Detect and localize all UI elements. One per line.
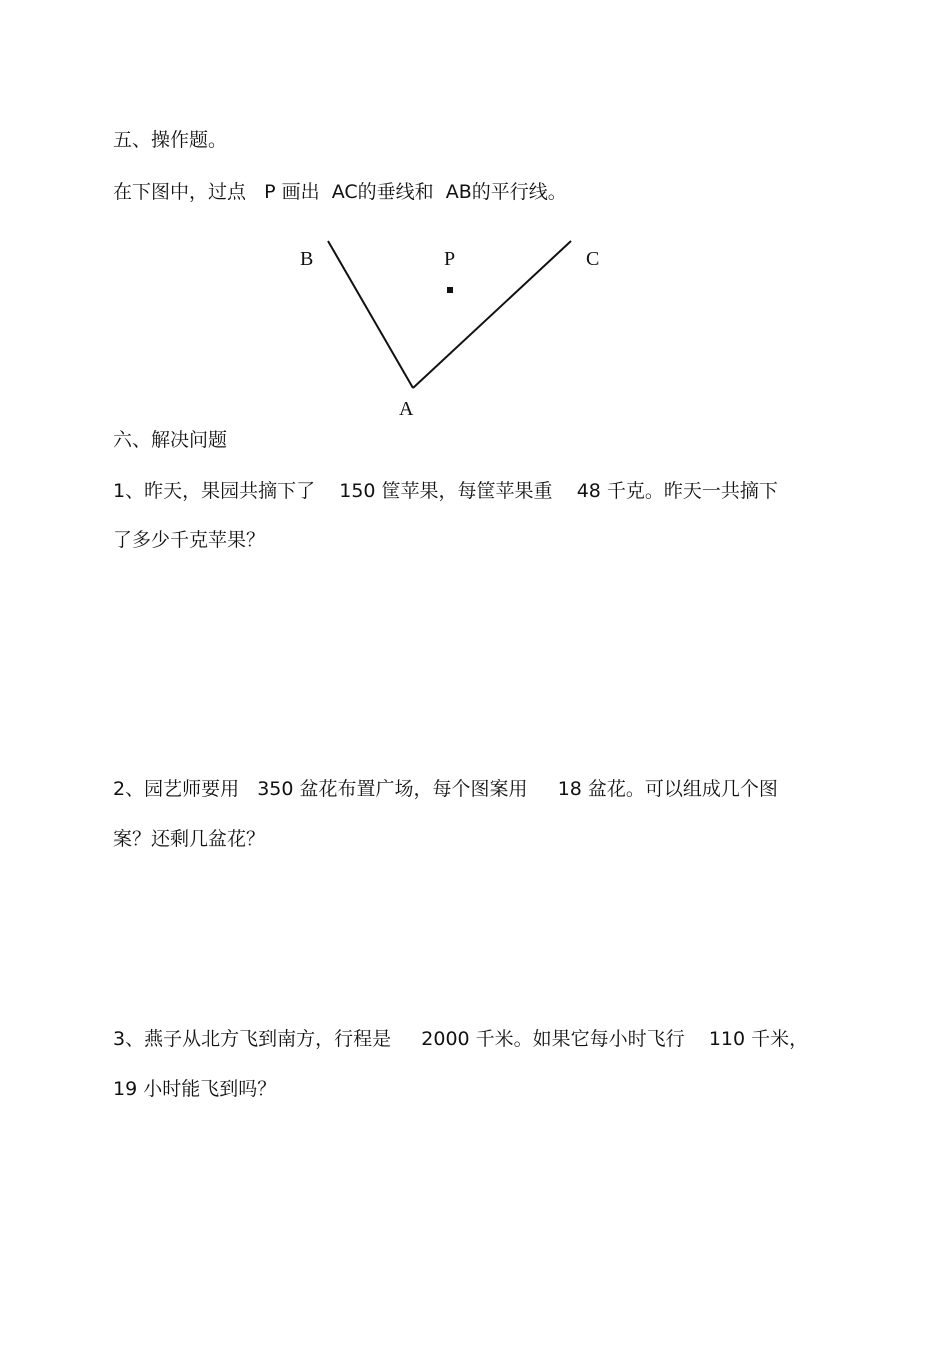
section-5-heading: 五、操作题。 xyxy=(113,129,228,151)
problem-1-line-2: 了多少千克苹果？ xyxy=(113,529,266,551)
problem-2-line-2: 案？还剩几盆花？ xyxy=(113,828,266,850)
section-5-instruction: 在下图中，过点 P 画出 AC的垂线和 AB的平行线。 xyxy=(113,181,567,203)
label-c: C xyxy=(586,248,600,270)
label-b: B xyxy=(300,248,314,270)
problem-1-line-1: 1、昨天，果园共摘下了 150 筐苹果，每筐苹果重 48 千克。昨天一共摘下 xyxy=(113,480,778,502)
section-6-heading: 六、解决问题 xyxy=(113,429,228,451)
problem-2-line-1: 2、园艺师要用 350 盆花布置广场，每个图案用 18 盆花。可以组成几个图 xyxy=(113,778,778,800)
line-ac xyxy=(413,241,571,388)
label-p: P xyxy=(444,248,456,270)
label-a: A xyxy=(399,398,414,420)
line-ab xyxy=(328,241,413,388)
problem-3-line-1: 3、燕子从北方飞到南方，行程是 2000 千米。如果它每小时飞行 110 千米， xyxy=(113,1028,809,1050)
problem-3-line-2: 19 小时能飞到吗？ xyxy=(113,1078,277,1100)
point-p-marker xyxy=(447,287,453,293)
geometry-diagram xyxy=(0,0,950,430)
